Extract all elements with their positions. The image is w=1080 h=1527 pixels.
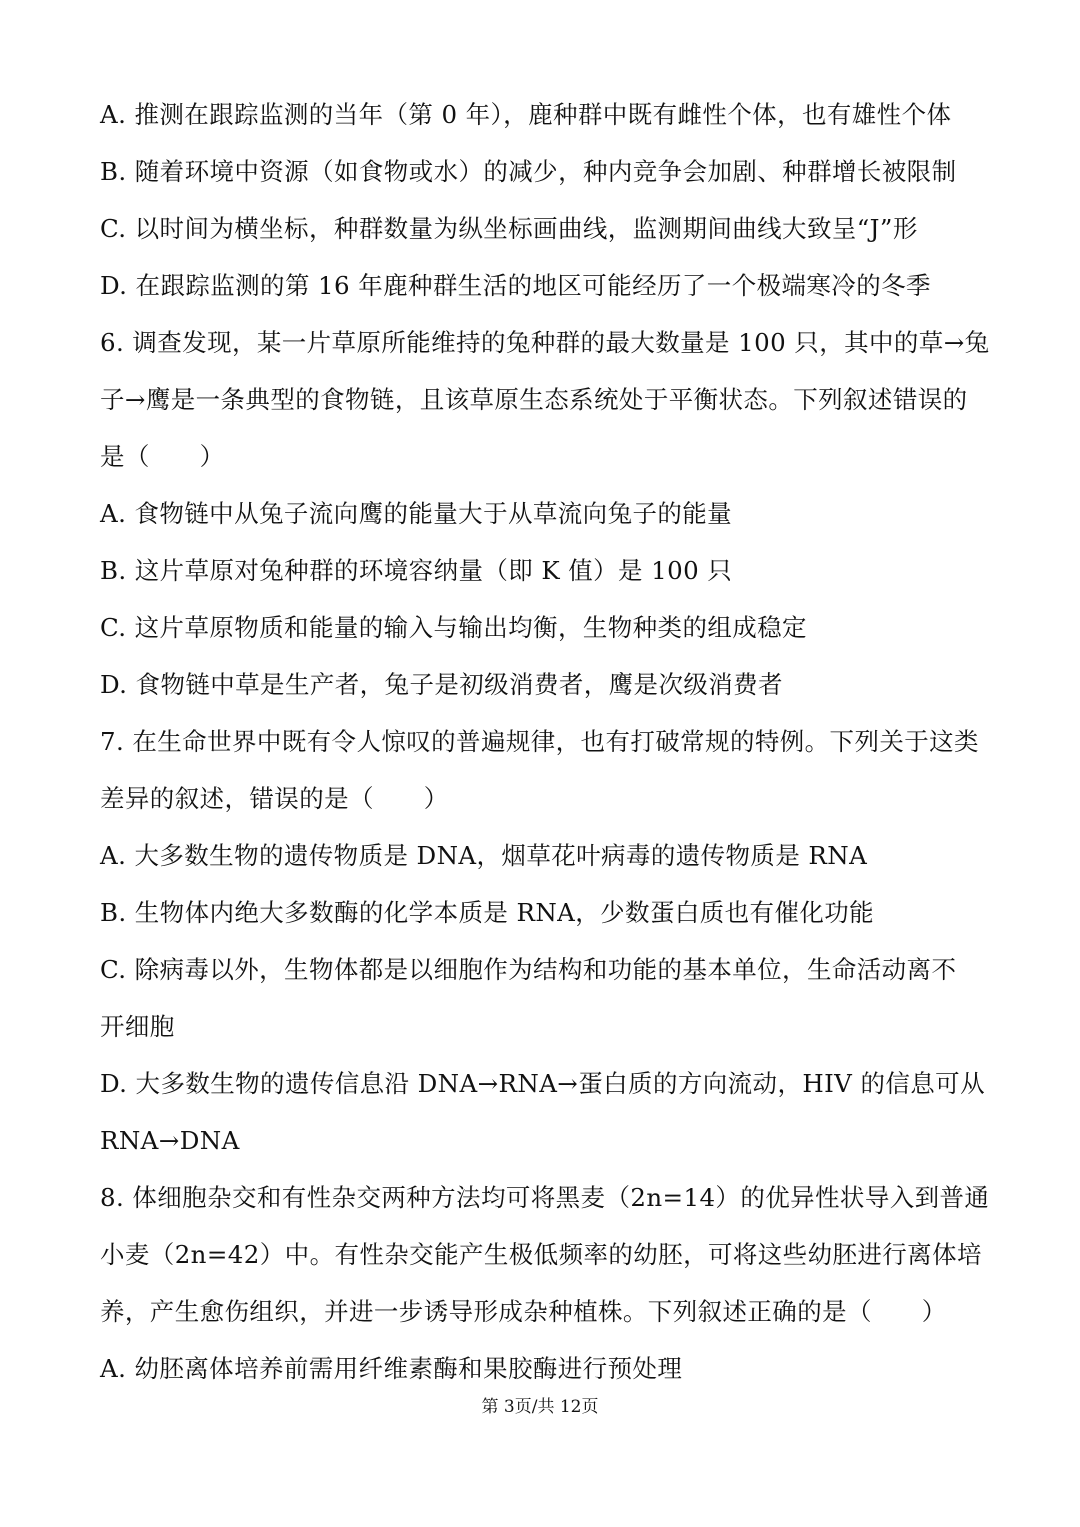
text-line: B. 这片草原对兔种群的环境容纳量（即 K 值）是 100 只 bbox=[100, 556, 733, 585]
text-line: 子→鹰是一条典型的食物链，且该草原生态系统处于平衡状态。下列叙述错误的 bbox=[100, 385, 968, 414]
text-line: 养，产生愈伤组织，并进一步诱导形成杂种植株。下列叙述正确的是（ ） bbox=[100, 1297, 947, 1326]
page-footer: 第 3页/共 12页 bbox=[481, 1397, 599, 1417]
text-line: A. 幼胚离体培养前需用纤维素酶和果胶酶进行预处理 bbox=[100, 1354, 683, 1383]
text-line: A. 大多数生物的遗传物质是 DNA，烟草花叶病毒的遗传物质是 RNA bbox=[100, 841, 868, 870]
text-line: A. 食物链中从兔子流向鹰的能量大于从草流向兔子的能量 bbox=[100, 499, 733, 528]
text-line: A. 推测在跟踪监测的当年（第 0 年），鹿种群中既有雌性个体，也有雄性个体 bbox=[100, 100, 952, 129]
text-line: 是（ ） bbox=[100, 442, 225, 471]
text-line: 8. 体细胞杂交和有性杂交两种方法均可将黑麦（2n=14）的优异性状导入到普通 bbox=[100, 1183, 990, 1212]
text-line: C. 除病毒以外，生物体都是以细胞作为结构和功能的基本单位，生命活动离不 bbox=[100, 955, 957, 984]
text-line: D. 大多数生物的遗传信息沿 DNA→RNA→蛋白质的方向流动，HIV 的信息可从 bbox=[100, 1069, 985, 1098]
text-line: B. 随着环境中资源（如食物或水）的减少，种内竞争会加剧、种群增长被限制 bbox=[100, 157, 957, 186]
text-line: 6. 调查发现，某一片草原所能维持的兔种群的最大数量是 100 只，其中的草→兔 bbox=[100, 328, 990, 357]
text-line: 7. 在生命世界中既有令人惊叹的普遍规律，也有打破常规的特例。下列关于这类 bbox=[100, 727, 979, 756]
text-line: 小麦（2n=42）中。有性杂交能产生极低频率的幼胚，可将这些幼胚进行离体培 bbox=[100, 1240, 982, 1269]
text-line: 开细胞 bbox=[100, 1012, 175, 1041]
text-line: D. 食物链中草是生产者，兔子是初级消费者，鹰是次级消费者 bbox=[100, 670, 783, 699]
text-line: B. 生物体内绝大多数酶的化学本质是 RNA，少数蛋白质也有催化功能 bbox=[100, 898, 875, 927]
text-line: D. 在跟踪监测的第 16 年鹿种群生活的地区可能经历了一个极端寒冷的冬季 bbox=[100, 271, 931, 300]
text-line: 差异的叙述，错误的是（ ） bbox=[100, 784, 449, 813]
text-line: C. 以时间为横坐标，种群数量为纵坐标画曲线，监测期间曲线大致呈“J”形 bbox=[100, 214, 918, 243]
text-line: C. 这片草原物质和能量的输入与输出均衡，生物种类的组成稳定 bbox=[100, 613, 807, 642]
question-text bbox=[100, 86, 990, 1397]
text-line: RNA→DNA bbox=[100, 1126, 240, 1155]
